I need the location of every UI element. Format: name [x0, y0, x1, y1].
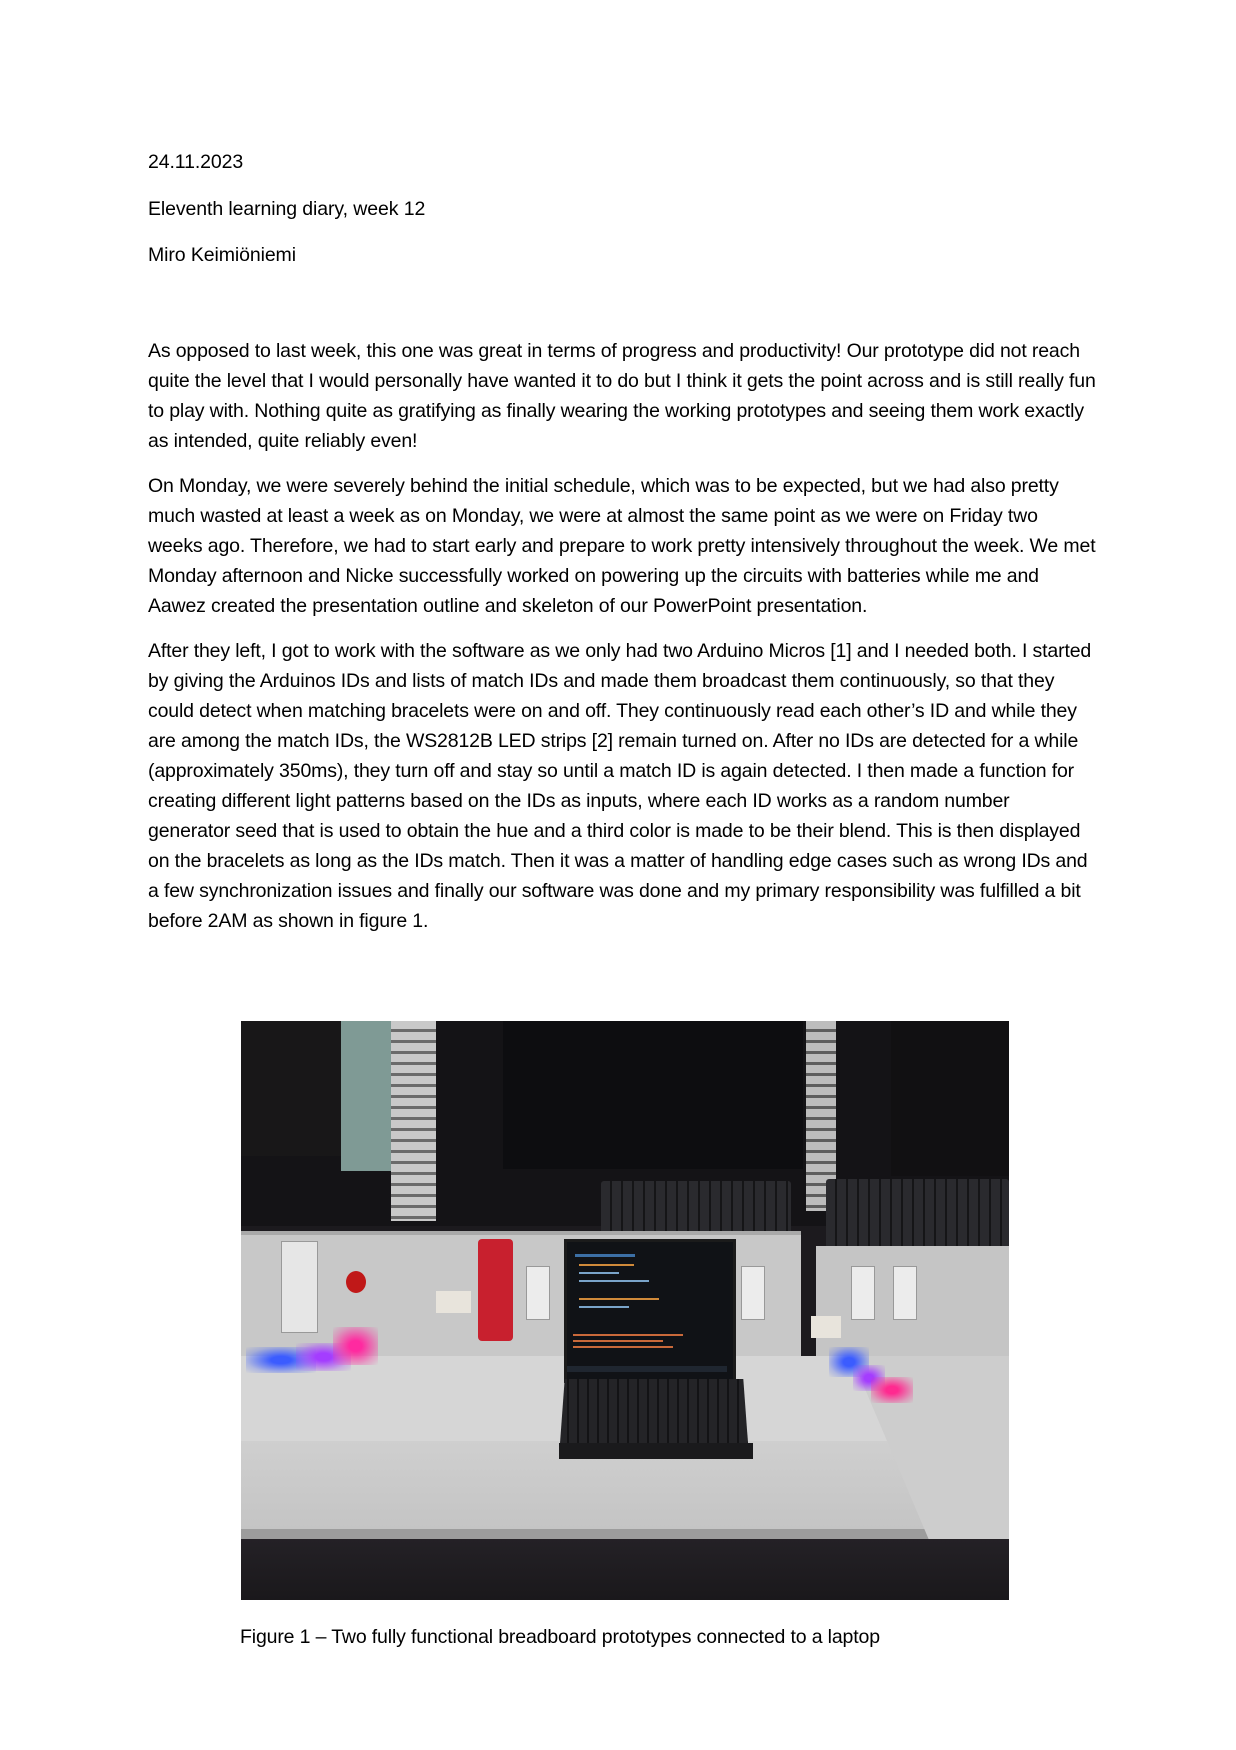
photo-power-supply	[281, 1241, 318, 1333]
figure-photo	[241, 1021, 1009, 1600]
photo-laptop-screen	[564, 1239, 736, 1383]
paragraph-2: On Monday, we were severely behind the initial schedule, which was to be expected, but we had also pretty much wasted at least a week as on Monday, we were at almost the same point as we were on Friday two weeks ago. Therefore, we had to start early and prepare to work pretty intensively throughout the week. We met Monday afternoon and Nicke successfully worked on powering up the circuits with batteries while me and Aawez created the presentation outline and skeleton of our PowerPoint presentation.	[148, 475, 1096, 617]
photo-monitor-right	[891, 1021, 1009, 1176]
photo-monitor-center	[503, 1021, 803, 1169]
photo-floor-shadow	[241, 1539, 1009, 1600]
paragraph-3: After they left, I got to work with the software as we only had two Arduino Micros [1] and I needed both. I started by giving the Arduinos IDs and lists of match IDs and made them broadcast them continuously, so that they could detect when matching bracelets were on and off. They continuously read each other’s ID and while they are among the match IDs, the WS2812B LED strips [2] remain turned on. After no IDs are detected for a while (approximately 350ms), they turn off and stay so until a match ID is again detected. I then made a function for creating different light patterns based on the IDs as inputs, where each ID works as a random number generator seed that is used to obtain the hue and a third color is made to be their blend. This is then displayed on the bracelets as long as the IDs match. Then it was a matter of handling edge cases such as wrong IDs and a few synchronization issues and finally our software was done and my primary responsibility was fulfilled a bit before 2AM as shown in figure 1.	[148, 640, 1092, 932]
document-title: Eleventh learning diary, week 12	[148, 198, 426, 220]
body-text	[148, 336, 1096, 951]
photo-socket	[851, 1266, 875, 1320]
photo-socket	[893, 1266, 917, 1320]
photo-led-strip-right-pink	[871, 1377, 913, 1403]
paragraph-1: As opposed to last week, this one was great in terms of progress and productivity! Our prototype did not reach quite the level that I would personally have wanted it to do but I think it gets the point across and is still really fun to play with. Nothing quite as gratifying as finally wearing the working prototypes and seeing them work exactly as intended, quite reliably even!	[148, 340, 1096, 452]
photo-emergency-button	[346, 1271, 366, 1293]
photo-monitor-left	[241, 1021, 356, 1156]
photo-led-strip-left-pink	[333, 1327, 378, 1365]
photo-socket	[741, 1266, 765, 1320]
photo-wall-panel	[341, 1021, 391, 1171]
author-name: Miro Keimiöniemi	[148, 244, 296, 266]
photo-laptop-base	[559, 1443, 753, 1459]
figure-caption: Figure 1 – Two fully functional breadboard prototypes connected to a laptop	[240, 1626, 880, 1648]
photo-desk-edge	[241, 1529, 941, 1539]
photo-multimeter	[478, 1239, 513, 1341]
photo-socket	[526, 1266, 550, 1320]
photo-breadboard-left	[436, 1291, 471, 1313]
photo-breadboard-right	[811, 1316, 841, 1338]
photo-keyboard-right	[826, 1179, 1009, 1249]
photo-rack-left	[391, 1021, 436, 1221]
date: 24.11.2023	[148, 151, 244, 173]
